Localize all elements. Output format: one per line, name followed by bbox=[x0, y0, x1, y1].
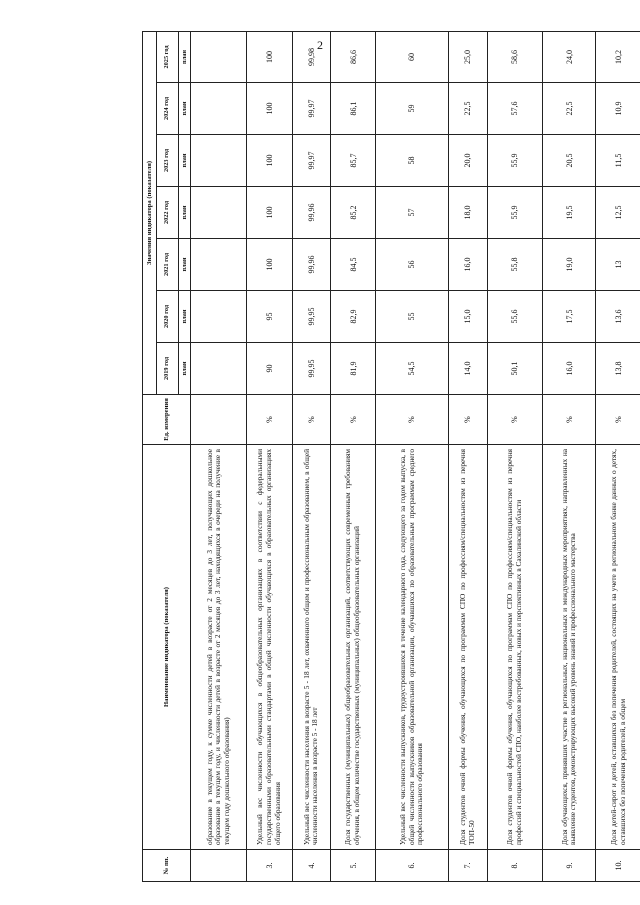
value-cell bbox=[191, 239, 247, 291]
plan-label: план bbox=[179, 291, 191, 343]
indicator-name: Удельный вес численности выпускников, трудоустроившихся в течение календарного года, следующего за годом выпуска, в общей численности выпускников образовательной организации, обучавшихся по образовательным программам среднего профессионального образования bbox=[375, 445, 448, 850]
value-cell: 99,96 bbox=[292, 187, 331, 239]
plan-label: план bbox=[179, 343, 191, 395]
value-cell: 57 bbox=[375, 187, 448, 239]
value-cell: 55,8 bbox=[487, 239, 543, 291]
table-row bbox=[331, 31, 376, 881]
value-cell: 50,1 bbox=[487, 343, 543, 395]
plan-label: план bbox=[179, 135, 191, 187]
value-cell: 55 bbox=[375, 291, 448, 343]
value-cell: 100 bbox=[246, 135, 292, 187]
unit-cell: % bbox=[292, 395, 331, 445]
table-row bbox=[292, 31, 331, 881]
value-cell: 20,5 bbox=[543, 135, 596, 187]
value-cell: 13 bbox=[596, 239, 640, 291]
row-number: 4. bbox=[292, 850, 331, 882]
row-number: 9. bbox=[543, 850, 596, 882]
value-cell: 85,2 bbox=[331, 187, 376, 239]
value-cell bbox=[191, 135, 247, 187]
value-cell bbox=[191, 343, 247, 395]
table-row bbox=[596, 31, 640, 881]
unit-cell: % bbox=[448, 395, 487, 445]
value-cell: 99,97 bbox=[292, 83, 331, 135]
unit-cell: % bbox=[246, 395, 292, 445]
unit-cell: % bbox=[375, 395, 448, 445]
value-cell: 15,0 bbox=[448, 291, 487, 343]
value-cell: 24,0 bbox=[543, 31, 596, 82]
row-number: 10. bbox=[596, 850, 640, 882]
table-row bbox=[487, 31, 543, 881]
year-header: 2023 год bbox=[157, 135, 179, 187]
year-header: 2025 год bbox=[157, 31, 179, 82]
value-cell: 81,9 bbox=[331, 343, 376, 395]
header-values: Значения индикатора (показателя) bbox=[143, 31, 157, 394]
row-number: 7. bbox=[448, 850, 487, 882]
page-number: 2 bbox=[317, 38, 323, 52]
year-header: 2024 год bbox=[157, 83, 179, 135]
value-cell: 54,5 bbox=[375, 343, 448, 395]
table-row bbox=[543, 31, 596, 881]
indicators-table bbox=[142, 31, 640, 882]
indicator-name: Доля обучающихся, принявших участие в региональных, национальных и международных мероприятиях, направленных на выявление студентов, демонстрирующих высокий уровень знаний и профессионального мастерства bbox=[543, 445, 596, 850]
value-cell: 90 bbox=[246, 343, 292, 395]
indicator-name: образование в текущем году, к сумме численности детей в возрасте от 2 месяцев до 3 лет, получающих дошкольное образование в текущем году, и численности детей в возрасте от 2 месяцев до 3 лет, находящихся в очереди на получение в текущем году дошкольного образования) bbox=[191, 445, 247, 850]
header-number: № пп. bbox=[143, 850, 191, 882]
row-number: 6. bbox=[375, 850, 448, 882]
plan-label: план bbox=[179, 83, 191, 135]
value-cell: 10,9 bbox=[596, 83, 640, 135]
value-cell bbox=[191, 187, 247, 239]
row-number bbox=[191, 850, 247, 882]
indicator-name: Удельный вес численности обучающихся в общеобразовательных организациях в соответствии с федеральными государственными образовательными стандартами в общей численности обучающихся в образовательных организациях общего образования bbox=[246, 445, 292, 850]
value-cell: 100 bbox=[246, 31, 292, 82]
value-cell: 85,7 bbox=[331, 135, 376, 187]
row-number: 5. bbox=[331, 850, 376, 882]
value-cell: 55,9 bbox=[487, 135, 543, 187]
value-cell: 56 bbox=[375, 239, 448, 291]
row-number: 3. bbox=[246, 850, 292, 882]
value-cell: 100 bbox=[246, 187, 292, 239]
year-header: 2022 год bbox=[157, 187, 179, 239]
value-cell: 19,0 bbox=[543, 239, 596, 291]
year-header: 2020 год bbox=[157, 291, 179, 343]
value-cell: 13,6 bbox=[596, 291, 640, 343]
table-row bbox=[375, 31, 448, 881]
value-cell: 14,0 bbox=[448, 343, 487, 395]
value-cell: 86,1 bbox=[331, 83, 376, 135]
value-cell: 11,5 bbox=[596, 135, 640, 187]
value-cell: 58 bbox=[375, 135, 448, 187]
table-row bbox=[191, 31, 247, 881]
year-header: 2019 год bbox=[157, 343, 179, 395]
value-cell bbox=[191, 83, 247, 135]
value-cell: 99,97 bbox=[292, 135, 331, 187]
value-cell: 55,9 bbox=[487, 187, 543, 239]
value-cell: 20,0 bbox=[448, 135, 487, 187]
value-cell: 16,0 bbox=[448, 239, 487, 291]
value-cell: 99,95 bbox=[292, 291, 331, 343]
row-number: 8. bbox=[487, 850, 543, 882]
year-header: 2021 год bbox=[157, 239, 179, 291]
value-cell: 95 bbox=[246, 291, 292, 343]
unit-cell: % bbox=[331, 395, 376, 445]
indicator-name: Доля государственных (муниципальных) общеобразовательных организаций, соответствующих современным требованиям обучения, в общем количестве государственных (муниципальных) общеобразовательных организаций bbox=[331, 445, 376, 850]
value-cell: 55,6 bbox=[487, 291, 543, 343]
indicator-name: Доля детей-сирот и детей, оставшихся без попечения родителей, состоящих на учете в региональном банке данных о детях, оставшихся без попечения родителей, в общем bbox=[596, 445, 640, 850]
value-cell: 84,5 bbox=[331, 239, 376, 291]
value-cell: 100 bbox=[246, 239, 292, 291]
value-cell: 86,6 bbox=[331, 31, 376, 82]
value-cell: 25,0 bbox=[448, 31, 487, 82]
rotated-table-sheet bbox=[142, 32, 640, 882]
value-cell: 22,5 bbox=[448, 83, 487, 135]
value-cell: 60 bbox=[375, 31, 448, 82]
value-cell: 99,95 bbox=[292, 343, 331, 395]
table-row bbox=[246, 31, 292, 881]
value-cell: 17,5 bbox=[543, 291, 596, 343]
value-cell: 57,6 bbox=[487, 83, 543, 135]
unit-cell bbox=[191, 395, 247, 445]
value-cell bbox=[191, 31, 247, 82]
value-cell: 10,2 bbox=[596, 31, 640, 82]
value-cell: 58,6 bbox=[487, 31, 543, 82]
value-cell: 59 bbox=[375, 83, 448, 135]
indicator-name: Доля студентов очной формы обучения, обучающихся по программам СПО по профессиям/специальностям из перечня ТОП-50 bbox=[448, 445, 487, 850]
value-cell bbox=[191, 291, 247, 343]
indicator-name: Доля студентов очной формы обучения, обучающихся по программам СПО по профессиям/специальностям из перечня профессий и специальностей СПО, наиболее востребованных, новых и перспективных в Сахалинской области bbox=[487, 445, 543, 850]
value-cell: 22,5 bbox=[543, 83, 596, 135]
value-cell: 13,8 bbox=[596, 343, 640, 395]
value-cell: 100 bbox=[246, 83, 292, 135]
unit-cell: % bbox=[596, 395, 640, 445]
value-cell: 18,0 bbox=[448, 187, 487, 239]
indicator-name: Удельный вес численности населения в возрасте 5 - 18 лет, охваченного общим и профессиональным образованием, в общей численности населения в возрасте 5 - 18 лет bbox=[292, 445, 331, 850]
plan-label: план bbox=[179, 239, 191, 291]
header-name: Наименование индикатора (показателя) bbox=[143, 445, 191, 850]
header-unit: Ед. измерения bbox=[143, 395, 191, 445]
value-cell: 12,5 bbox=[596, 187, 640, 239]
plan-label: план bbox=[179, 187, 191, 239]
value-cell: 82,9 bbox=[331, 291, 376, 343]
unit-cell: % bbox=[487, 395, 543, 445]
plan-label: план bbox=[179, 31, 191, 82]
value-cell: 99,96 bbox=[292, 239, 331, 291]
value-cell: 99,98 bbox=[292, 31, 331, 82]
unit-cell: % bbox=[543, 395, 596, 445]
table-row bbox=[448, 31, 487, 881]
value-cell: 16,0 bbox=[543, 343, 596, 395]
value-cell: 19,5 bbox=[543, 187, 596, 239]
